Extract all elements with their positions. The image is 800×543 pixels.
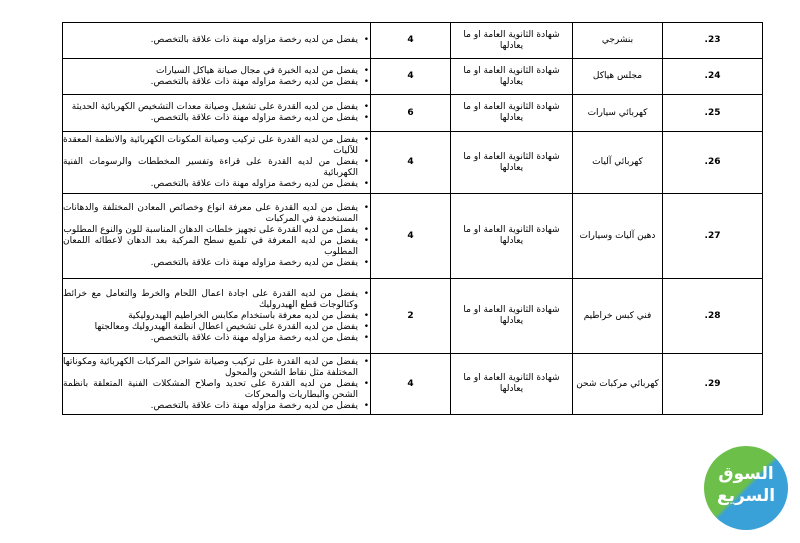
- requirements-cell: [63, 354, 371, 415]
- jobs-table: [62, 22, 763, 415]
- requirement-item: • يفضل من لديه معرفة باستخدام مكابس الخراطيم الهيدروليكية: [63, 311, 358, 322]
- job-title: كهربائي سيارات: [573, 95, 663, 132]
- souq-logo: [704, 446, 788, 530]
- requirements-cell: [63, 59, 371, 95]
- qualification: شهادة الثانوية العامة او ما يعادلها: [451, 354, 573, 415]
- qualification: شهادة الثانوية العامة او ما يعادلها: [451, 23, 573, 59]
- table-row: [63, 132, 763, 194]
- requirement-item: • يفضل من لديه الخبرة في مجال صيانة هياكل السيارات: [63, 66, 358, 77]
- requirement-item: • يفضل من لديه القدرة على معرفة انواع وخصائص المعادن المختلفة والدهانات المستخدمة في المركبات: [63, 203, 358, 225]
- requirements-list: [63, 102, 370, 124]
- requirements-list: [63, 289, 370, 344]
- requirements-list: [63, 203, 370, 269]
- row-number: 24.: [663, 59, 763, 95]
- requirements-cell: [63, 279, 371, 354]
- requirements-cell: [63, 95, 371, 132]
- requirements-list: [63, 135, 370, 190]
- requirement-item: • يفضل من لديه رخصة مزاوله مهنة ذات علاقة بالتخصص.: [63, 77, 358, 88]
- row-number: 23.: [663, 23, 763, 59]
- requirement-item: • يفضل من لديه رخصة مزاوله مهنة ذات علاقة بالتخصص.: [63, 333, 358, 344]
- qualification: شهادة الثانوية العامة او ما يعادلها: [451, 279, 573, 354]
- row-number: 25.: [663, 95, 763, 132]
- row-number: 26.: [663, 132, 763, 194]
- job-title: دهين آليات وسيارات: [573, 194, 663, 279]
- requirement-item: • يفضل من لديه القدرة على تحديد واصلاح المشكلات الفنية المتعلقة بانظمة الشحن والبطاريات والمحركات: [63, 379, 358, 401]
- experience-years: 2: [371, 279, 451, 354]
- requirement-item: • يفضل من لديه رخصة مزاوله مهنة ذات علاقة بالتخصص.: [63, 258, 358, 269]
- experience-years: 6: [371, 95, 451, 132]
- requirement-item: • يفضل من لديه رخصة مزاوله مهنة ذات علاقة بالتخصص.: [63, 113, 358, 124]
- requirement-item: • يفضل من لديه القدرة على قراءة وتفسير المخططات والرسومات الفنية الكهربائية: [63, 157, 358, 179]
- logo-text-line2: السريع: [716, 486, 776, 506]
- jobs-table-body: [63, 23, 763, 415]
- experience-years: 4: [371, 59, 451, 95]
- requirement-item: • يفضل من لديه رخصة مزاوله مهنة ذات علاقة بالتخصص.: [63, 401, 358, 412]
- table-row: [63, 194, 763, 279]
- row-number: 29.: [663, 354, 763, 415]
- qualification: شهادة الثانوية العامة او ما يعادلها: [451, 194, 573, 279]
- logo-text-line1: السوق: [718, 464, 774, 484]
- experience-years: 4: [371, 23, 451, 59]
- row-number: 28.: [663, 279, 763, 354]
- experience-years: 4: [371, 194, 451, 279]
- experience-years: 4: [371, 354, 451, 415]
- qualification: شهادة الثانوية العامة او ما يعادلها: [451, 59, 573, 95]
- requirement-item: • يفضل من لديه رخصة مزاوله مهنة ذات علاقة بالتخصص.: [63, 35, 358, 46]
- table-row: [63, 95, 763, 132]
- job-title: كهربائي آليات: [573, 132, 663, 194]
- table-row: [63, 59, 763, 95]
- requirement-item: • يفضل من لديه المعرفة في تلميع سطح المركبة بعد الدهان لاعطائه اللمعان المطلوب: [63, 236, 358, 258]
- requirements-list: [63, 35, 370, 46]
- requirements-cell: [63, 132, 371, 194]
- table-row: [63, 23, 763, 59]
- requirement-item: • يفضل من لديه القدرة على تشخيص اعطال انظمة الهيدروليك ومعالجتها: [63, 322, 358, 333]
- requirement-item: • يفضل من لديه القدرة على تركيب وصيانة المكونات الكهربائية والانظمة المعقدة للآليات: [63, 135, 358, 157]
- requirement-item: • يفضل من لديه رخصة مزاوله مهنة ذات علاقة بالتخصص.: [63, 179, 358, 190]
- qualification: شهادة الثانوية العامة او ما يعادلها: [451, 95, 573, 132]
- job-title: كهربائي مركبات شحن: [573, 354, 663, 415]
- row-number: 27.: [663, 194, 763, 279]
- job-title: فني كبس خراطيم: [573, 279, 663, 354]
- requirements-list: [63, 357, 370, 412]
- job-title: مجلس هياكل: [573, 59, 663, 95]
- experience-years: 4: [371, 132, 451, 194]
- qualification: شهادة الثانوية العامة او ما يعادلها: [451, 132, 573, 194]
- requirements-list: [63, 66, 370, 88]
- table-row: [63, 279, 763, 354]
- requirement-item: • يفضل من لديه القدرة على تجهيز خلطات الدهان المناسبة للون والنوع المطلوب: [63, 225, 358, 236]
- job-title: بنشرجي: [573, 23, 663, 59]
- requirement-item: • يفضل من لديه القدرة على تركيب وصيانة شواحن المركبات الكهربائية ومكوناتها المختلفة مثل نقاط الشحن والمحول: [63, 357, 358, 379]
- requirement-item: • يفضل من لديه القدرة على اجادة اعمال اللحام والخرط والتعامل مع خرائط وكتالوجات قطع الهيدروليك: [63, 289, 358, 311]
- requirements-cell: [63, 23, 371, 59]
- requirement-item: • يفضل من لديه القدرة على تشغيل وصيانة معدات التشخيص الكهربائية الحديثة: [63, 102, 358, 113]
- table-row: [63, 354, 763, 415]
- requirements-cell: [63, 194, 371, 279]
